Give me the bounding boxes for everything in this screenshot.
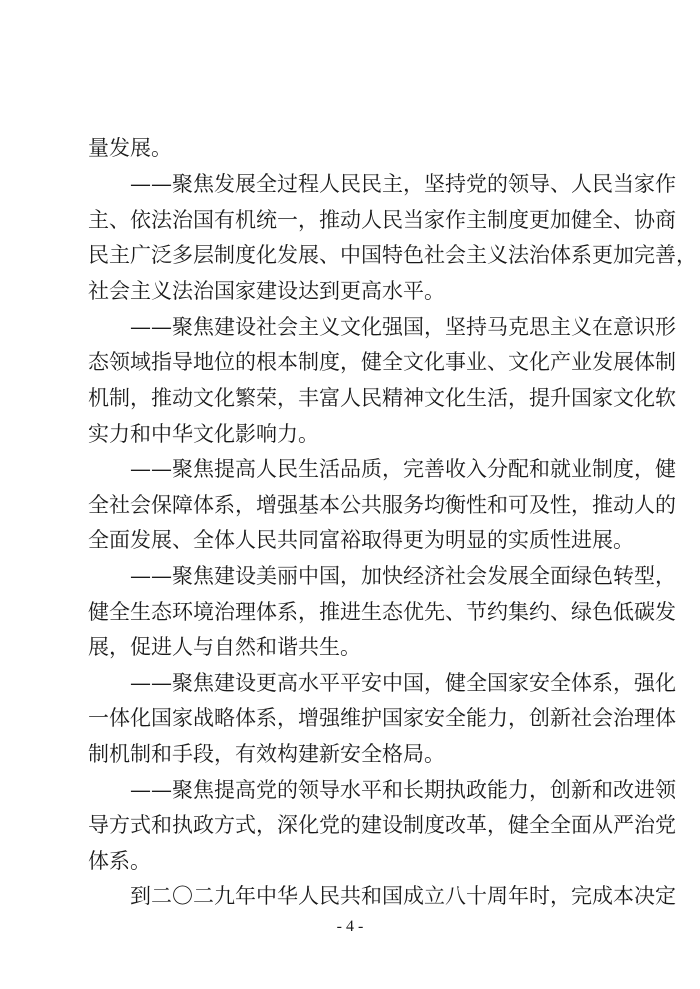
body-line: 体系。 [88, 849, 151, 873]
paragraph-line: ——聚焦建设美丽中国，加快经济社会发展全面绿色转型， [130, 564, 676, 588]
body-line: 展，促进人与自然和谐共生。 [88, 635, 361, 659]
paragraph-line: ——聚焦发展全过程人民民主，坚持党的领导、人民当家作 [130, 172, 676, 196]
body-line: 社会主义法治国家建设达到更高水平。 [88, 279, 445, 303]
body-line: 健全生态环境治理体系，推进生态优先、节约集约、绿色低碳发 [88, 600, 676, 624]
page-number: - 4 - [336, 918, 364, 935]
paragraph-line: ——聚焦建设社会主义文化强国，坚持马克思主义在意识形 [130, 315, 676, 339]
paragraph-line: ——聚焦提高人民生活品质，完善收入分配和就业制度，健 [130, 457, 676, 481]
body-line: 全面发展、全体人民共同富裕取得更为明显的实质性进展。 [88, 528, 634, 552]
body-line: 民主广泛多层制度化发展、中国特色社会主义法治体系更加完善， [88, 243, 697, 267]
paragraph-line: ——聚焦提高党的领导水平和长期执政能力，创新和改进领 [130, 778, 676, 802]
body-line: 机制，推动文化繁荣，丰富人民精神文化生活，提升国家文化软 [88, 386, 676, 410]
paragraph-line: 到二〇二九年中华人民共和国成立八十周年时，完成本决定 [130, 884, 676, 908]
body-line: 导方式和执政方式，深化党的建设制度改革，健全全面从严治党 [88, 813, 676, 837]
body-line: 量发展。 [88, 136, 172, 160]
body-line: 实力和中华文化影响力。 [88, 422, 319, 446]
paragraph-line: ——聚焦建设更高水平平安中国，健全国家安全体系，强化 [130, 671, 676, 695]
body-line: 态领域指导地位的根本制度，健全文化事业、文化产业发展体制 [88, 350, 676, 374]
body-line: 制机制和手段，有效构建新安全格局。 [88, 742, 445, 766]
body-line: 主、依法治国有机统一，推动人民当家作主制度更加健全、协商 [88, 208, 676, 232]
body-line: 全社会保障体系，增强基本公共服务均衡性和可及性，推动人的 [88, 493, 676, 517]
body-line: 一体化国家战略体系，增强维护国家安全能力，创新社会治理体 [88, 706, 676, 730]
